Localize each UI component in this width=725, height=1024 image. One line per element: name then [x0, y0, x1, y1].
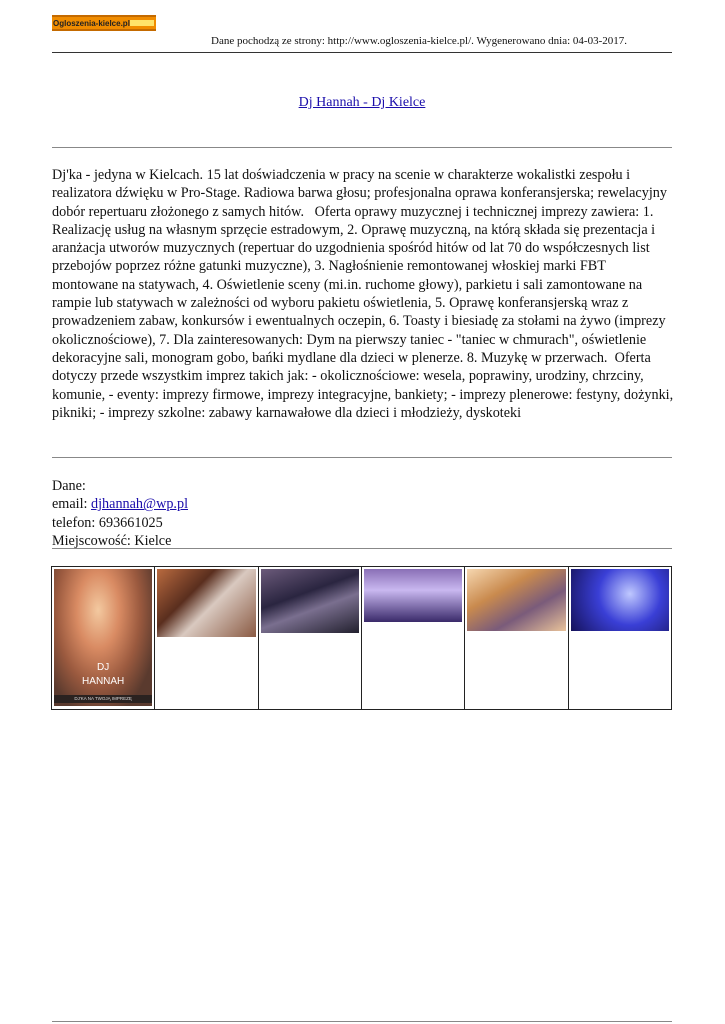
- gallery-cell-6: [569, 567, 671, 709]
- description-divider: [52, 457, 672, 458]
- city-value: Kielce: [134, 532, 172, 549]
- source-line: Dane pochodzą ze strony: http://www.ogloszenia-kielce.pl/. Wygenerowano dnia: 04-03-2017.: [211, 35, 627, 47]
- stage-lights-photo[interactable]: [571, 569, 669, 631]
- lit-dancefloor-photo[interactable]: [364, 569, 462, 622]
- phone-label: telefon:: [52, 514, 99, 531]
- gallery-cell-5: [465, 567, 568, 709]
- header-divider: [52, 52, 672, 53]
- title-divider: [52, 147, 672, 148]
- contact-heading: Dane:: [52, 478, 86, 494]
- gallery-cell-3: [259, 567, 362, 709]
- logo-tag-decoration: [130, 20, 154, 26]
- poster-tagline: DJ'KA NA TWOJĄ IMPREZĘ: [54, 695, 152, 703]
- phone-value: 693661025: [98, 514, 163, 531]
- dancing-guests-photo[interactable]: [467, 569, 565, 631]
- site-logo-text: Ogloszenia-kielce.pl: [53, 18, 130, 28]
- contact-phone-row: [52, 514, 672, 532]
- site-logo[interactable]: [52, 15, 156, 31]
- footer-divider: [52, 1021, 672, 1022]
- city-label: Miejscowość:: [52, 532, 135, 549]
- contact-email-row: [52, 495, 672, 513]
- email-label: email:: [52, 496, 92, 513]
- contact-divider: [52, 548, 672, 549]
- email-link[interactable]: djhannah@wp.pl: [91, 496, 189, 513]
- photo-gallery: [51, 566, 672, 710]
- dj-at-mixer-photo[interactable]: [157, 569, 255, 637]
- dj-hannah-poster-photo[interactable]: [54, 569, 152, 706]
- ad-description: Dj'ka - jedyna w Kielcach. 15 lat doświadczenia w pracy na scenie w charakterze wokalistki zespołu i realizatora dźwięku w Pro-Stage. Radiowa barwa głosu; profesjonalna oprawa konferansjerska; rewelacyjny dobór repertuaru złożonego z samych hitów. Oferta oprawy muzycznej i technicznej imprezy zawiera: 1. Realizację usług na własnym sprzęcie estradowym, 2. Oprawę muzyczną, na którą składa się prezentacja i aranżacja utworów muzycznych (repertuar do uzgodnienia spośród hitów od lat 70 do współczesnych list przebojów poprzez różne gatunki muzyczne), 3. Nagłośnienie remontowanej włoskiej marki FBT montowane na statywach, 4. Oświetlenie sceny (mi.in. ruchome głowy), parkietu i sali zamontowane na rampie lub statywach w zależności od wyboru pakietu oświetlenia, 5. Oprawę konferansjerską wraz z prowadzeniem zabaw, konkursów i ewentualnych oczepin, 6. Toasty i biesiadę za stołami na żywo (imprezy okolicznościowe), 7. Dla zainteresowanych: Dym na pierwszy taniec - "taniec w chmurach", oświetlenie dekoracyjne sali, monogram gobo, bańki mydlane dla dzieci w plenerze. 8. Muzykę w przerwach. Oferta dotyczy przede wszystkim imprez takich jak: - okolicznościowe: wesela, poprawiny, urodziny, chrzciny, komunie, - eventy: imprezy firmowe, imprezy integracyjne, bankiety; - imprezy plenerowe: festyny, dożynki, pikniki; - imprezy szkolne: zabawy karnawałowe dla dzieci i młodzieży, dyskoteki: [52, 167, 677, 421]
- gallery-cell-4: [362, 567, 465, 709]
- poster-dj-text: DJ: [97, 662, 110, 673]
- gallery-cell-2: [155, 567, 258, 709]
- poster-caption: [54, 661, 152, 689]
- poster-name-text: HANNAH: [82, 676, 125, 687]
- ad-title-link[interactable]: Dj Hannah - Dj Kielce: [298, 95, 426, 110]
- contact-block: [52, 477, 672, 550]
- ad-title: [52, 95, 672, 111]
- dj-console-photo[interactable]: [261, 569, 359, 633]
- gallery-cell-1: [52, 567, 155, 709]
